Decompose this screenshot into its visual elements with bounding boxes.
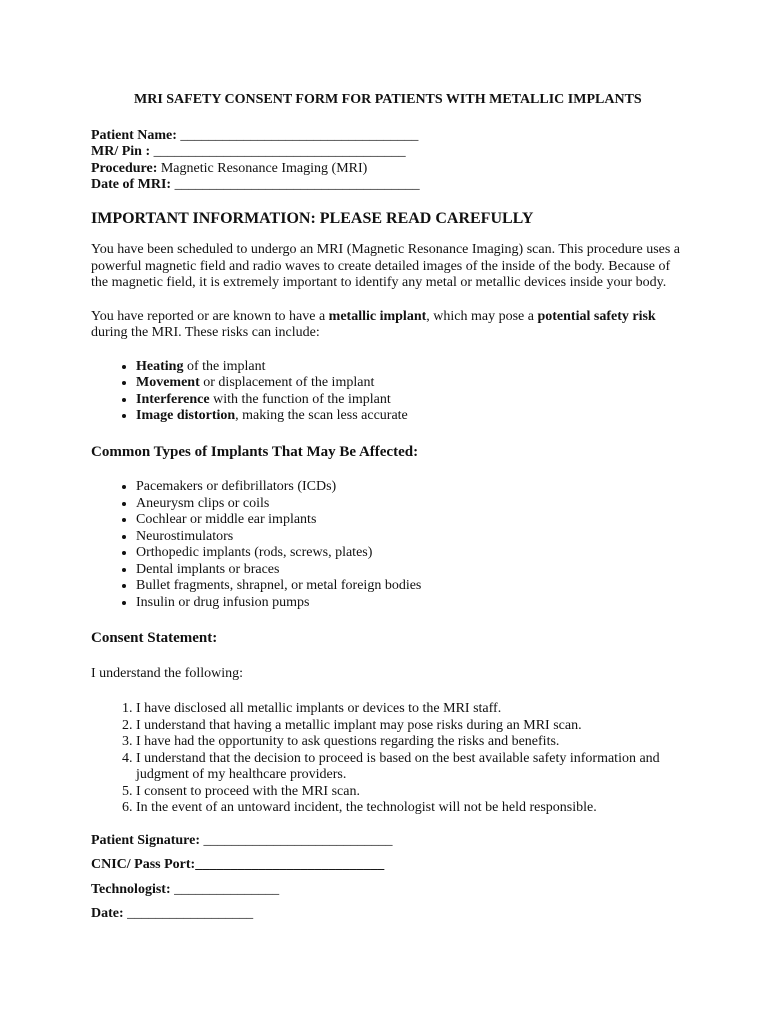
form-title: MRI SAFETY CONSENT FORM FOR PATIENTS WITH METALLIC IMPLANTS [134,92,642,107]
consent-item: 1. I have disclosed all metallic implants or devices to the MRI staff. [136,701,681,718]
cnic-blank: ___________________________ [195,857,385,872]
date-label: Date: [91,906,124,921]
implant-type-item: • Cochlear or middle ear implants [136,512,681,529]
understand-text: I understand the following: [91,665,244,681]
consent-list [91,701,681,817]
technologist-blank: _______________ [170,881,280,897]
technologist-field [91,882,681,899]
implant-type-item: • Pacemakers or defibrillators (ICDs) [136,479,681,496]
consent-heading: Consent Statement: [91,630,218,646]
intro-paragraph: You have been scheduled to undergo an MRI (Magnetic Resonance Imaging) scan. This procedure uses a powerful magnetic field and radio waves to create detailed images of the inside of the body. Because of the magnetic field, it is extremely important to identify any metal or metallic devices inside your body. [91,242,681,290]
implant-type-item: • Aneurysm clips or coils [136,496,681,513]
consent-item: 4. I understand that the decision to proceed is based on the best available safety information and judgment of my healthcare providers. [136,751,681,784]
risk-item [136,359,681,376]
patient-name-blank: __________________________________ [176,127,419,143]
risk-item-bold: Heating [136,358,184,374]
risk-item-bold: Movement [136,375,200,390]
risk-text-2: , which may pose a [426,308,538,324]
cnic-label: CNIC/ Pass Port: [91,857,196,872]
patient-name-field [91,128,681,145]
mr-pin-field [91,144,681,161]
date-of-mri-label: Date of MRI: [91,177,172,192]
patient-signature-blank: ___________________________ [200,832,393,848]
risk-item-bold: Image distortion [136,408,236,423]
risk-item-text: or displacement of the implant [199,375,375,390]
risk-bold-2: potential safety risk [537,308,656,324]
risk-item-text: with the function of the implant [209,391,391,407]
implant-type-item: • Insulin or drug infusion pumps [136,595,681,612]
implant-type-item: • Dental implants or braces [136,562,681,579]
patient-signature-label: Patient Signature: [91,832,201,848]
risk-text-1: You have reported or are known to have a [91,308,329,324]
procedure-label: Procedure: [91,160,158,176]
consent-item: 5. I consent to proceed with the MRI scan. [136,784,681,801]
risk-item-text: , making the scan less accurate [235,408,408,423]
risk-item [136,375,681,392]
patient-name-label: Patient Name: [91,127,177,143]
consent-item: 3. I have had the opportunity to ask questions regarding the risks and benefits. [136,734,681,751]
implant-type-item: • Neurostimulators [136,529,681,546]
date-field [91,906,681,923]
consent-form-page [91,92,681,931]
cnic-field [91,857,681,874]
risk-paragraph [91,309,681,342]
implant-type-item: • Bullet fragments, shrapnel, or metal foreign bodies [136,578,681,595]
patient-signature-field [91,833,681,850]
implant-types-list [91,479,681,611]
risk-item [136,408,681,425]
risk-item-text: of the implant [183,358,266,374]
risk-text-3: during the MRI. These risks can include: [91,325,320,340]
mr-pin-label: MR/ Pin : [91,144,151,159]
implant-types-heading: Common Types of Implants That May Be Affected: [91,443,419,460]
consent-item: 6. In the event of an untoward incident, the technologist will not be held responsible. [136,800,681,817]
procedure-value: Magnetic Resonance Imaging (MRI) [157,160,368,176]
date-of-mri-blank: ___________________________________ [171,177,420,192]
risk-item-bold: Interference [136,391,210,407]
risk-item [136,392,681,409]
risk-bold-1: metallic implant [328,308,427,324]
consent-item: 2. I understand that having a metallic implant may pose risks during an MRI scan. [136,718,681,735]
mr-pin-blank: ____________________________________ [150,144,406,159]
risk-list [91,359,681,425]
technologist-label: Technologist: [91,881,171,897]
date-of-mri-field [91,177,681,194]
important-heading: IMPORTANT INFORMATION: PLEASE READ CAREFULLY [91,209,534,227]
date-blank: __________________ [123,906,254,921]
implant-type-item: • Orthopedic implants (rods, screws, plates) [136,545,681,562]
procedure-field [91,161,681,178]
